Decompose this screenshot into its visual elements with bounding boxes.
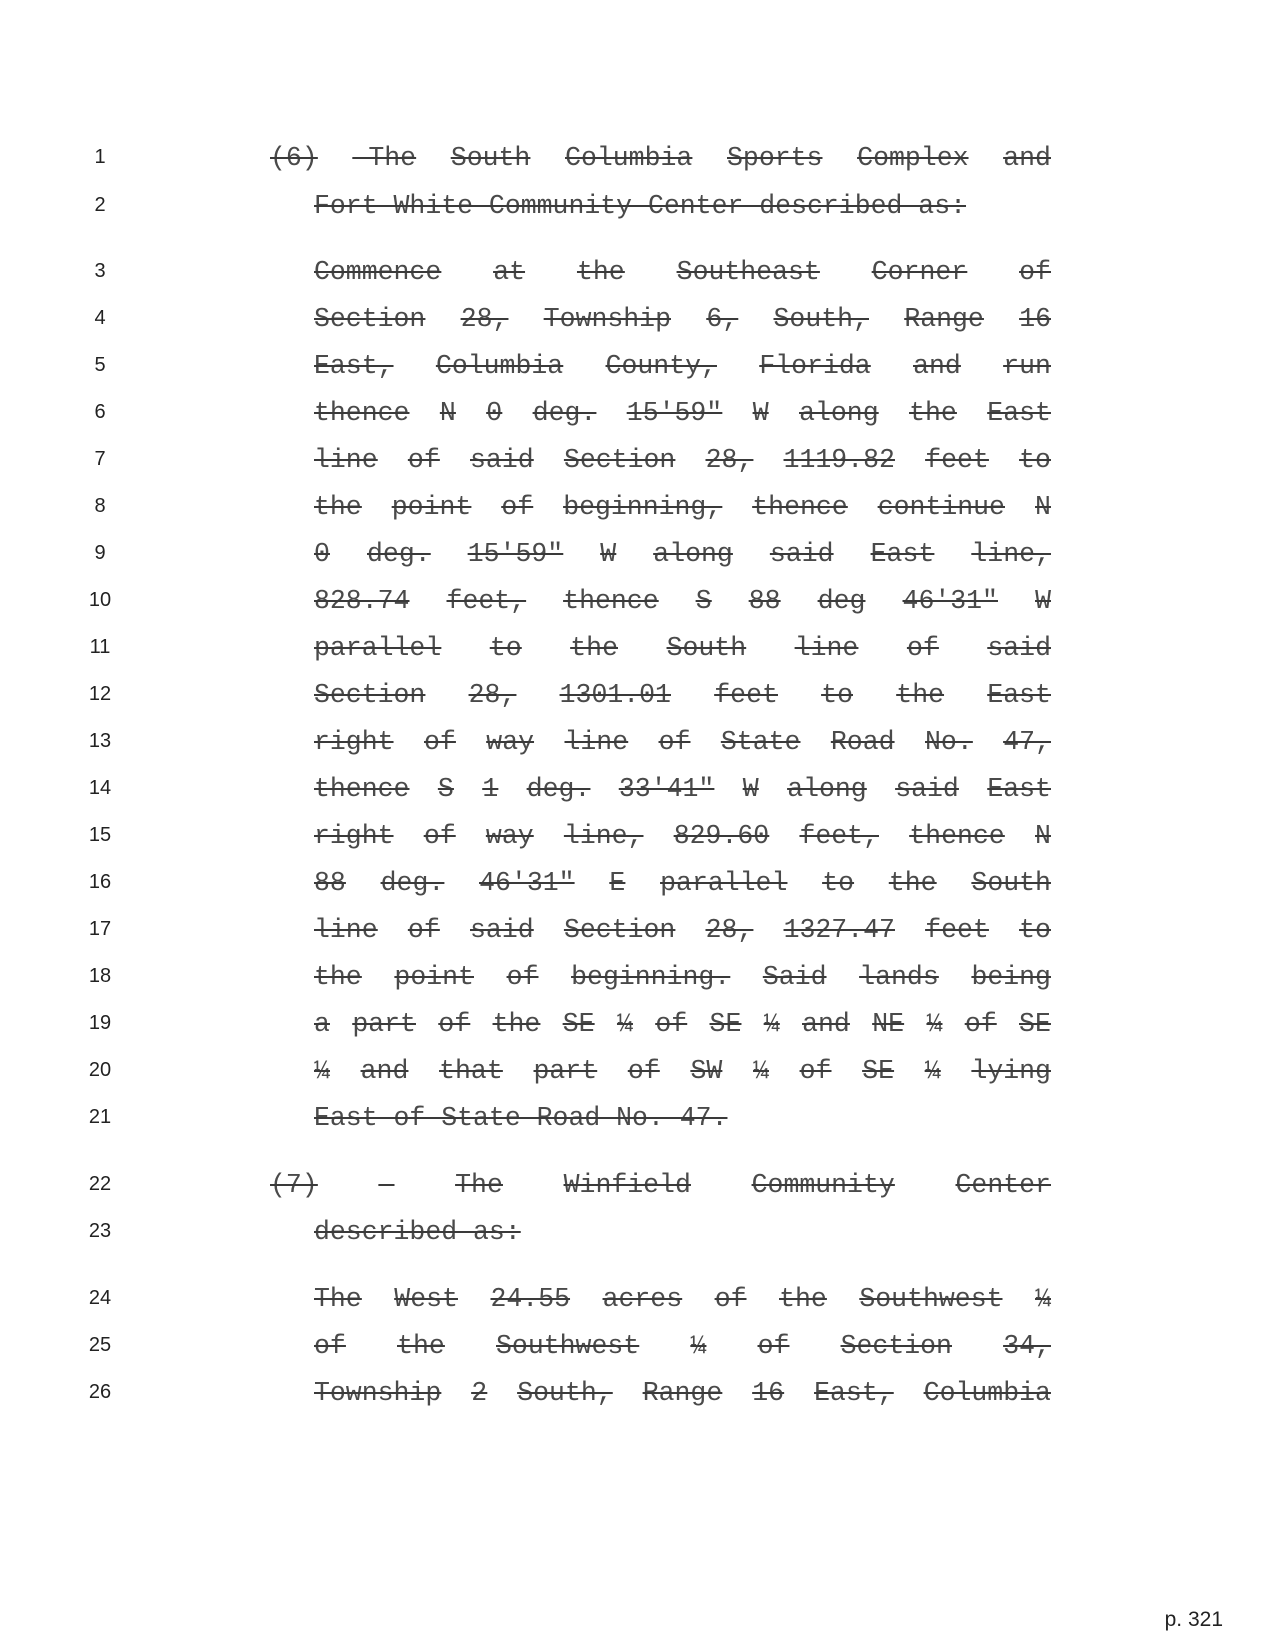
word: SW bbox=[690, 1056, 723, 1086]
document-line bbox=[0, 957, 1275, 997]
word: right bbox=[314, 727, 394, 757]
word: ¼ bbox=[926, 1009, 943, 1039]
word: 2 bbox=[471, 1378, 488, 1408]
line-number: 7 bbox=[94, 448, 106, 470]
word: deg. bbox=[367, 539, 431, 569]
word: 1301.01 bbox=[559, 680, 671, 710]
word: 1 bbox=[482, 774, 499, 804]
word: acres bbox=[602, 1284, 683, 1314]
word: W bbox=[600, 539, 617, 569]
word: South, bbox=[517, 1378, 613, 1408]
word: 1119.82 bbox=[783, 445, 895, 475]
word: ¼ bbox=[763, 1009, 780, 1039]
word: said bbox=[470, 915, 534, 945]
line-number: 26 bbox=[88, 1381, 112, 1403]
line-number: 14 bbox=[88, 777, 112, 799]
word: Range bbox=[904, 304, 984, 334]
line-number: 1 bbox=[94, 146, 106, 168]
word: thence bbox=[752, 492, 848, 522]
struck-text bbox=[270, 138, 1051, 178]
line-number: 23 bbox=[88, 1220, 112, 1242]
word: the bbox=[909, 398, 957, 428]
word: Section bbox=[314, 680, 426, 710]
struck-text bbox=[314, 252, 1051, 292]
struck-text: Fort White Community Center described as: bbox=[314, 191, 967, 221]
word: parallel bbox=[660, 868, 788, 898]
word: West bbox=[394, 1284, 458, 1314]
struck-text bbox=[314, 628, 1051, 668]
word: parallel bbox=[314, 633, 442, 663]
word: of bbox=[407, 915, 440, 945]
word: SE bbox=[862, 1056, 895, 1086]
struck-text: East of State Road No. 47. bbox=[314, 1103, 728, 1133]
word: State bbox=[720, 727, 801, 757]
word: to bbox=[489, 633, 522, 663]
word: —The bbox=[352, 143, 417, 173]
word: SE bbox=[562, 1009, 595, 1039]
document-line bbox=[0, 816, 1275, 856]
document-line bbox=[0, 534, 1275, 574]
document-line bbox=[0, 252, 1275, 292]
word: right bbox=[314, 821, 394, 851]
word: deg. bbox=[532, 398, 597, 428]
word: Range bbox=[642, 1378, 723, 1408]
word: NE bbox=[872, 1009, 905, 1039]
word: (6) bbox=[270, 143, 318, 173]
line-number: 3 bbox=[94, 260, 106, 282]
word: continue bbox=[877, 492, 1005, 522]
word: a bbox=[314, 1009, 330, 1039]
word: along bbox=[787, 774, 867, 804]
word: 88 bbox=[314, 868, 346, 898]
word: N bbox=[1035, 821, 1051, 851]
struck-text bbox=[314, 1004, 1051, 1044]
word: run bbox=[1003, 351, 1051, 381]
word: N bbox=[1035, 492, 1051, 522]
word: Section bbox=[314, 304, 426, 334]
word: thence bbox=[314, 398, 410, 428]
word: 15′59″ bbox=[467, 539, 564, 569]
line-number: 10 bbox=[88, 589, 112, 611]
word: Community bbox=[751, 1170, 895, 1200]
word: (7) bbox=[270, 1170, 318, 1200]
struck-text bbox=[314, 769, 1051, 809]
word: the bbox=[779, 1284, 827, 1314]
word: of bbox=[423, 821, 456, 851]
struck-text bbox=[270, 1165, 1051, 1205]
word: feet, bbox=[446, 586, 527, 616]
word: said bbox=[769, 539, 834, 569]
word: 28, bbox=[705, 445, 754, 475]
line-number: 15 bbox=[88, 824, 112, 846]
word: Columbia bbox=[565, 143, 693, 173]
word: of bbox=[964, 1009, 997, 1039]
line-number: 13 bbox=[88, 730, 112, 752]
word: of bbox=[424, 727, 456, 757]
struck-text bbox=[314, 393, 1051, 433]
struck-text bbox=[314, 957, 1051, 997]
document-line bbox=[0, 1051, 1275, 1091]
word: Center bbox=[955, 1170, 1051, 1200]
word: W bbox=[742, 774, 759, 804]
word: 88 bbox=[748, 586, 781, 616]
word: the bbox=[314, 962, 362, 992]
word: part bbox=[352, 1009, 416, 1039]
word: of bbox=[314, 1331, 346, 1361]
word: of bbox=[438, 1009, 471, 1039]
word: Winfield bbox=[563, 1170, 691, 1200]
word: Commence bbox=[314, 257, 442, 287]
line-number: 5 bbox=[94, 354, 106, 376]
word: South bbox=[450, 143, 531, 173]
word: and bbox=[913, 351, 961, 381]
word: along bbox=[653, 539, 733, 569]
word: line bbox=[794, 633, 859, 663]
struck-text bbox=[314, 1279, 1051, 1319]
word: feet bbox=[925, 445, 989, 475]
word: along bbox=[799, 398, 879, 428]
word: of bbox=[658, 727, 691, 757]
page-number: p. 321 bbox=[1164, 1608, 1223, 1631]
document-line bbox=[0, 863, 1275, 903]
word: the bbox=[570, 633, 618, 663]
word: to bbox=[1019, 915, 1051, 945]
word: to bbox=[822, 868, 855, 898]
word: Township bbox=[314, 1378, 442, 1408]
document-line bbox=[0, 1279, 1275, 1319]
word: Columbia bbox=[923, 1378, 1051, 1408]
line-number: 21 bbox=[88, 1106, 112, 1128]
word: of bbox=[757, 1331, 790, 1361]
word: to bbox=[821, 680, 853, 710]
word: ¼ bbox=[753, 1056, 769, 1086]
word: 6, bbox=[706, 304, 739, 334]
word: East bbox=[987, 774, 1051, 804]
word: 24.55 bbox=[490, 1284, 571, 1314]
struck-text bbox=[314, 440, 1051, 480]
word: way bbox=[486, 727, 535, 757]
word: The bbox=[314, 1284, 362, 1314]
document-line bbox=[0, 440, 1275, 480]
word: Corner bbox=[871, 257, 968, 287]
line-number: 25 bbox=[88, 1334, 112, 1356]
word: 33′41″ bbox=[618, 774, 715, 804]
document-line bbox=[0, 628, 1275, 668]
word: W bbox=[1035, 586, 1051, 616]
word: East bbox=[987, 680, 1051, 710]
word: deg. bbox=[526, 774, 591, 804]
word: 16 bbox=[1019, 304, 1051, 334]
word: E bbox=[609, 868, 626, 898]
struck-text bbox=[314, 581, 1051, 621]
word: Road bbox=[830, 727, 895, 757]
word: Township bbox=[543, 304, 671, 334]
word: thence bbox=[909, 821, 1005, 851]
document-line bbox=[0, 393, 1275, 433]
word: 15′59″ bbox=[626, 398, 723, 428]
document-line bbox=[0, 138, 1275, 178]
line-number: 18 bbox=[88, 965, 112, 987]
word: of bbox=[714, 1284, 747, 1314]
word: at bbox=[493, 257, 526, 287]
document-line bbox=[0, 722, 1275, 762]
word: County, bbox=[605, 351, 717, 381]
word: Said bbox=[762, 962, 827, 992]
line-number: 6 bbox=[94, 401, 106, 423]
word: Section bbox=[840, 1331, 952, 1361]
word: feet bbox=[925, 915, 989, 945]
word: lying bbox=[971, 1056, 1051, 1086]
line-number: 19 bbox=[88, 1012, 112, 1034]
word: 829.60 bbox=[673, 821, 770, 851]
word: Complex bbox=[857, 143, 969, 173]
word: of bbox=[906, 633, 939, 663]
word: line bbox=[314, 915, 378, 945]
word: SE bbox=[709, 1009, 742, 1039]
word: of bbox=[501, 492, 534, 522]
word: point bbox=[391, 492, 472, 522]
word: 28, bbox=[468, 680, 517, 710]
word: ¼ bbox=[1035, 1284, 1051, 1314]
line-number: 24 bbox=[88, 1287, 112, 1309]
word: 1327.47 bbox=[783, 915, 895, 945]
word: South bbox=[666, 633, 747, 663]
document-line bbox=[0, 769, 1275, 809]
struck-text bbox=[314, 722, 1051, 762]
word: Southwest bbox=[496, 1331, 640, 1361]
word: said bbox=[470, 445, 534, 475]
word: ¼ bbox=[924, 1056, 941, 1086]
struck-text bbox=[314, 534, 1051, 574]
document-line bbox=[0, 487, 1275, 527]
document-line bbox=[0, 1098, 1275, 1138]
word: ¼ bbox=[616, 1009, 633, 1039]
word: lands bbox=[859, 962, 939, 992]
word: of bbox=[407, 445, 440, 475]
struck-text: described as: bbox=[314, 1217, 521, 1247]
line-number: 17 bbox=[88, 918, 112, 940]
word: Sports bbox=[727, 143, 823, 173]
word: of bbox=[1019, 257, 1051, 287]
document-line bbox=[0, 1212, 1275, 1252]
struck-text bbox=[314, 346, 1051, 386]
word: said bbox=[895, 774, 959, 804]
struck-text bbox=[314, 1051, 1051, 1091]
word: line, bbox=[563, 821, 644, 851]
word: S bbox=[695, 586, 712, 616]
word: deg bbox=[817, 586, 866, 616]
line-number: 20 bbox=[88, 1059, 112, 1081]
word: the bbox=[314, 492, 362, 522]
word: SE bbox=[1019, 1009, 1051, 1039]
word: ¼ bbox=[690, 1331, 707, 1361]
word: point bbox=[394, 962, 474, 992]
word: the bbox=[896, 680, 945, 710]
word: said bbox=[987, 633, 1051, 663]
word: feet, bbox=[799, 821, 879, 851]
word: way bbox=[485, 821, 534, 851]
word: feet bbox=[714, 680, 778, 710]
line-number: 16 bbox=[88, 871, 112, 893]
line-number: 12 bbox=[88, 683, 112, 705]
line-number: 11 bbox=[89, 636, 111, 658]
word: W bbox=[752, 398, 769, 428]
word: East, bbox=[814, 1378, 894, 1408]
word: to bbox=[1019, 445, 1051, 475]
document-line bbox=[0, 346, 1275, 386]
struck-text bbox=[314, 487, 1051, 527]
word: 28, bbox=[705, 915, 754, 945]
line-number: 2 bbox=[94, 194, 106, 216]
word: that bbox=[439, 1056, 503, 1086]
word: thence bbox=[563, 586, 659, 616]
word: 34, bbox=[1003, 1331, 1051, 1361]
word: the bbox=[492, 1009, 541, 1039]
word: Section bbox=[563, 915, 676, 945]
document-line bbox=[0, 675, 1275, 715]
word: 46′31″ bbox=[479, 868, 575, 898]
document-line bbox=[0, 299, 1275, 339]
word: ¼ bbox=[314, 1056, 330, 1086]
struck-text bbox=[314, 863, 1051, 903]
word: of bbox=[506, 962, 539, 992]
struck-text bbox=[314, 1326, 1051, 1366]
word: South, bbox=[773, 304, 869, 334]
word: deg. bbox=[380, 868, 445, 898]
word: Florida bbox=[759, 351, 871, 381]
struck-text bbox=[314, 299, 1051, 339]
word: The bbox=[455, 1170, 503, 1200]
line-number: 8 bbox=[94, 495, 106, 517]
word: of bbox=[627, 1056, 660, 1086]
word: 47, bbox=[1003, 727, 1051, 757]
struck-text bbox=[314, 816, 1051, 856]
word: line bbox=[564, 727, 629, 757]
struck-text bbox=[314, 1373, 1051, 1413]
word: No. bbox=[925, 727, 973, 757]
word: 16 bbox=[752, 1378, 785, 1408]
word: East bbox=[987, 398, 1051, 428]
word: being bbox=[971, 962, 1051, 992]
word: line bbox=[314, 445, 378, 475]
word: Columbia bbox=[435, 351, 564, 381]
word: of bbox=[655, 1009, 688, 1039]
struck-text bbox=[314, 675, 1051, 715]
word: N bbox=[439, 398, 456, 428]
word: and bbox=[360, 1056, 409, 1086]
word: East bbox=[870, 539, 935, 569]
word: Southeast bbox=[676, 257, 820, 287]
word: Southwest bbox=[859, 1284, 1003, 1314]
line-number: 4 bbox=[94, 307, 106, 329]
document-line bbox=[0, 1165, 1275, 1205]
word: S bbox=[437, 774, 454, 804]
word: South bbox=[971, 868, 1051, 898]
line-number: 9 bbox=[94, 542, 106, 564]
word: 0 bbox=[486, 398, 503, 428]
word: Section bbox=[563, 445, 676, 475]
word: the bbox=[576, 257, 625, 287]
word: beginning, bbox=[563, 492, 723, 522]
document-line bbox=[0, 910, 1275, 950]
word: part bbox=[533, 1056, 598, 1086]
word: — bbox=[378, 1170, 395, 1200]
word: East, bbox=[314, 351, 394, 381]
word: 46′31″ bbox=[902, 586, 998, 616]
word: 828.74 bbox=[314, 586, 410, 616]
line-number: 22 bbox=[88, 1173, 112, 1195]
document-line bbox=[0, 581, 1275, 621]
word: and bbox=[802, 1009, 850, 1039]
word: 0 bbox=[314, 539, 330, 569]
document-line bbox=[0, 1004, 1275, 1044]
word: line, bbox=[971, 539, 1051, 569]
struck-text bbox=[314, 910, 1051, 950]
document-line bbox=[0, 1326, 1275, 1366]
word: the bbox=[888, 868, 937, 898]
document-line bbox=[0, 1373, 1275, 1413]
word: thence bbox=[314, 774, 410, 804]
word: 28, bbox=[460, 304, 509, 334]
word: beginning. bbox=[571, 962, 731, 992]
word: the bbox=[397, 1331, 445, 1361]
word: and bbox=[1003, 143, 1051, 173]
word: of bbox=[799, 1056, 832, 1086]
document-line bbox=[0, 186, 1275, 226]
